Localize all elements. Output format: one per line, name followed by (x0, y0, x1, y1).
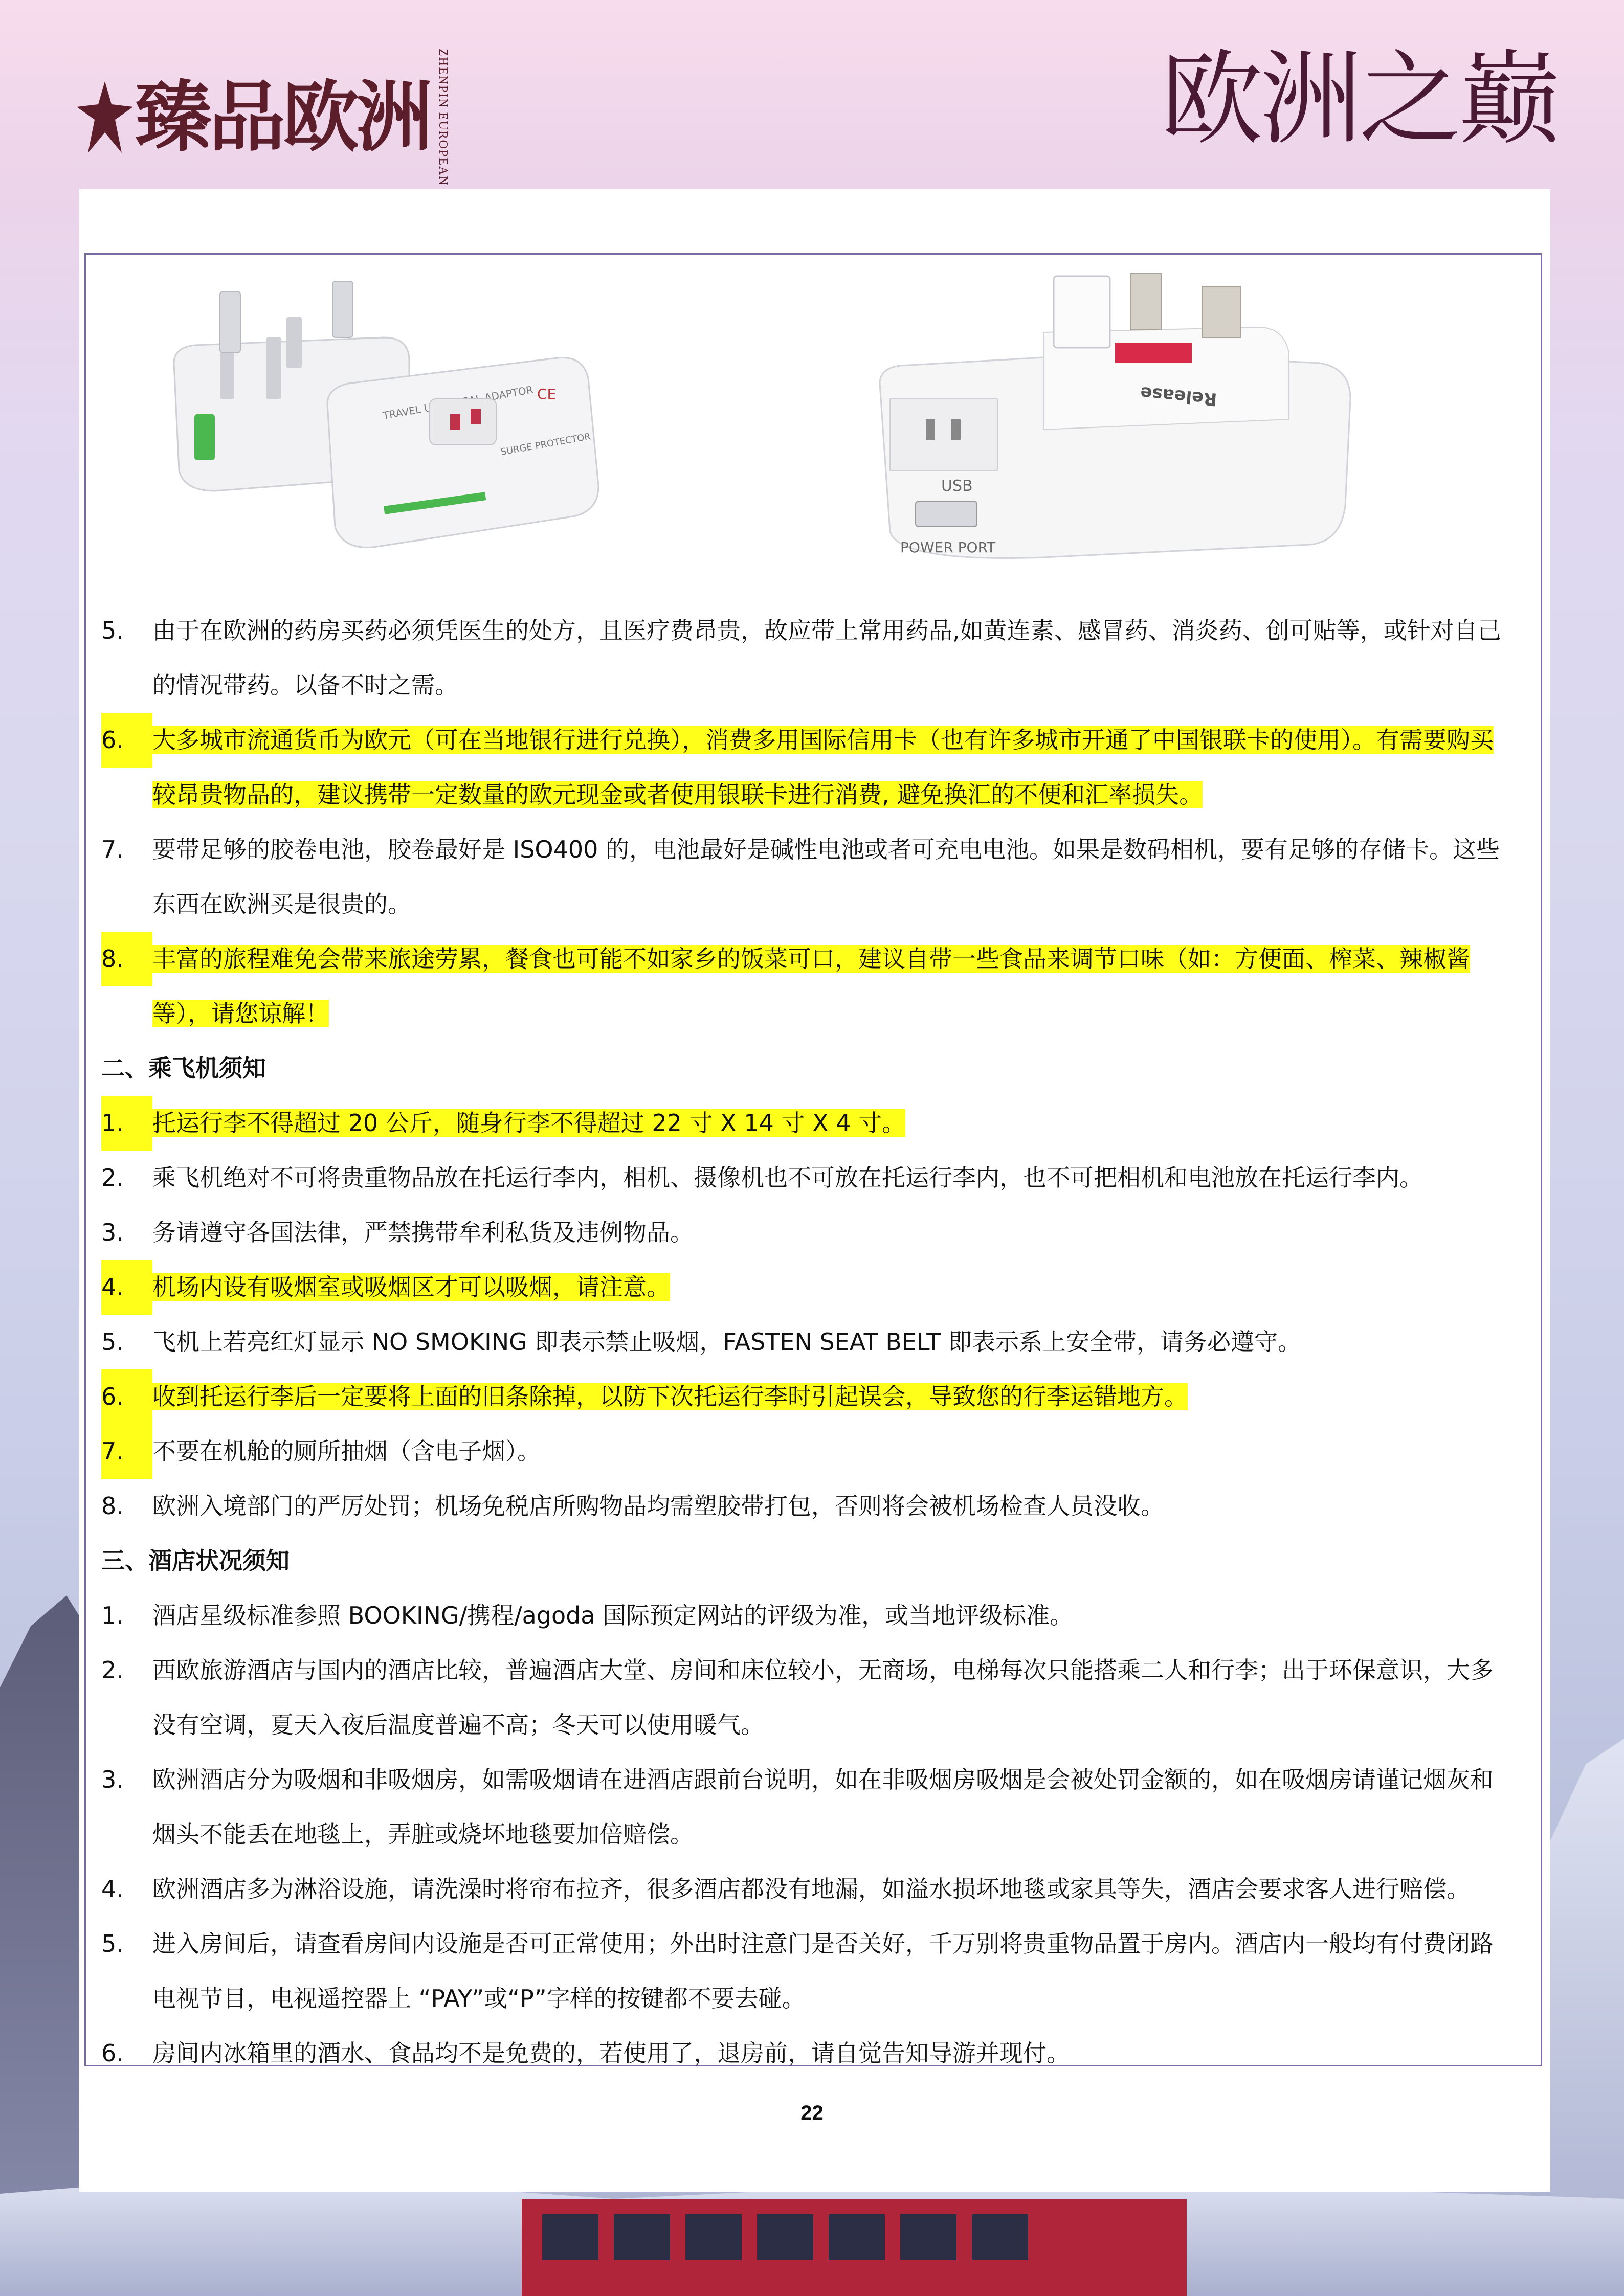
item-text: 欧洲酒店多为淋浴设施，请洗澡时将帘布拉齐，很多酒店都没有地漏，如溢水损坏地毯或家具等失，酒店会要求客人进行赔偿。 (152, 1875, 1470, 1903)
adapter-right-illustration (859, 266, 1361, 573)
list-item: 1. 酒店星级标准参照 BOOKING/携程/agoda 国际预定网站的评级为准，或当地评级标准。 (101, 1602, 1074, 1629)
title-logo: 欧洲之巅 (1160, 40, 1558, 159)
item-text: 西欧旅游酒店与国内的酒店比较，普遍酒店大堂、房间和床位较小，无商场，电梯每次只能搭乘二人和行李；出于环保意识，大多没有空调，夏天入夜后温度普遍不高；冬天可以使用暖气。 (152, 1656, 1494, 1739)
ce-mark: CE (537, 386, 557, 402)
item-text: 务请遵守各国法律，严禁携带牟利私货及违例物品。 (152, 1219, 694, 1246)
list-item: 3. 务请遵守各国法律，严禁携带牟利私货及违例物品。 (101, 1219, 694, 1246)
star-logo-icon (77, 81, 133, 153)
brand-name-cn: 臻品欧洲 (135, 72, 430, 163)
section-heading-flight: 二、乘飞机须知 (101, 1054, 266, 1082)
list-item: 5. 由于在欧洲的药房买药必须凭医生的处方，且医疗费昂贵，故应带上常用药品,如黄连素、感冒药、消炎药、创可贴等，或针对自己的情况带药。以备不时之需。 (101, 617, 1501, 699)
list-flight-notes (101, 1096, 1513, 1534)
section-heading-hotel: 三、酒店状况须知 (101, 1547, 290, 1574)
list-travel-tips (101, 603, 1513, 1041)
list-item: 2. 乘飞机绝对不可将贵重物品放在托运行李内，相机、摄像机也不可放在托运行李内，也不可把相机和电池放在托运行李内。 (101, 1164, 1423, 1191)
list-hotel-notes (101, 1588, 1513, 2081)
list-item: 2. 西欧旅游酒店与国内的酒店比较，普遍酒店大堂、房间和床位较小，无商场，电梯每次只能搭乘二人和行李；出于环保意识，大多没有空调，夏天入夜后温度普遍不高；冬天可以使用暖气。 (101, 1656, 1494, 1739)
adapter-label-travel: TRAVEL ADAPTOR (382, 383, 535, 422)
list-item: 7. 不要在机舱的厕所抽烟（含电子烟）。 (101, 1424, 1513, 1479)
item-text: 收到托运行李后一定要将上面的旧条除掉，以防下次托运行李时引起误会，导致您的行李运错地方。 (152, 1383, 1188, 1410)
adapter-left-illustration (143, 271, 624, 562)
list-item: 8. 欧洲入境部门的严厉处罚；机场免税店所购物品均需塑胶带打包，否则将会被机场检查人员没收。 (101, 1492, 1164, 1520)
adapter-label-surge: SURGE PROTECTOR (500, 431, 592, 458)
item-text: 飞机上若亮红灯显示 NO SMOKING 即表示禁止吸烟，FASTEN SEAT BELT 即表示系上安全带，请务必遵守。 (152, 1328, 1301, 1356)
list-item: 6. 房间内冰箱里的酒水、食品均不是免费的，若使用了，退房前，请自觉告知导游并现付。 (101, 2039, 1070, 2067)
travel-adapter-image-left (143, 271, 624, 562)
list-item: 5. 飞机上若亮红灯显示 NO SMOKING 即表示禁止吸烟，FASTEN SEAT BELT 即表示系上安全带，请务必遵守。 (101, 1328, 1301, 1356)
list-item: 5. 进入房间后，请查看房间内设施是否可正常使用；外出时注意门是否关好，千万别将贵重物品置于房内。酒店内一般均有付费闭路电视节目，电视遥控器上 “PAY”或“P”字样的按键都不要去碰。 (101, 1930, 1494, 2012)
item-text: 机场内设有吸烟室或吸烟区才可以吸烟，请注意。 (152, 1273, 670, 1301)
item-text: 欧洲酒店分为吸烟和非吸烟房，如需吸烟请在进酒店跟前台说明，如在非吸烟房吸烟是会被处罚金额的，如在吸烟房请谨记烟灰和烟头不能丢在地毯上，弄脏或烧坏地毯要加倍赔偿。 (152, 1766, 1494, 1848)
item-text: 托运行李不得超过 20 公斤，随身行李不得超过 22 寸 X 14 寸 X 4 寸。 (152, 1109, 906, 1137)
list-item: 8. 丰富的旅程难免会带来旅途劳累，餐食也可能不如家乡的饭菜可口，建议自带一些食品来调节口味（如：方便面、榨菜、辣椒酱等），请您谅解！ (101, 932, 1513, 1041)
list-item: 7. 要带足够的胶卷电池，胶卷最好是 ISO400 的，电池最好是碱性电池或者可充电电池。如果是数码相机，要有足够的存储卡。这些东西在欧洲买是很贵的。 (101, 836, 1500, 918)
travel-adapter-image-right (859, 266, 1361, 573)
item-text: 大多城市流通货币为欧元（可在当地银行进行兑换），消费多用国际信用卡（也有许多城市开通了中国银联卡的使用）。有需要购买较昂贵物品的，建议携带一定数量的欧元现金或者使用银联卡进行消费, 避免换汇的不便和汇率损失。 (152, 726, 1494, 808)
item-text: 由于在欧洲的药房买药必须凭医生的处方，且医疗费昂贵，故应带上常用药品,如黄连素、感冒药、消炎药、创可贴等，或针对自己的情况带药。以备不时之需。 (152, 617, 1501, 699)
item-text: 房间内冰箱里的酒水、食品均不是免费的，若使用了，退房前，请自觉告知导游并现付。 (152, 2039, 1070, 2067)
list-item: 6. 大多城市流通货币为欧元（可在当地银行进行兑换），消费多用国际信用卡（也有许多城市开通了中国银联卡的使用）。有需要购买较昂贵物品的，建议携带一定数量的欧元现金或者使用银联卡进行消费, 避免换汇的不便和汇率损失。 (101, 713, 1513, 822)
page-number: 22 (800, 2102, 824, 2124)
power-port-label: POWER PORT (900, 539, 996, 556)
train-graphic (522, 2199, 1187, 2296)
list-item: 6. 收到托运行李后一定要将上面的旧条除掉，以防下次托运行李时引起误会，导致您的行李运错地方。 (101, 1369, 1513, 1424)
item-text: 欧洲入境部门的严厉处罚；机场免税店所购物品均需塑胶带打包，否则将会被机场检查人员没收。 (152, 1492, 1164, 1520)
notice-content (101, 603, 1513, 2081)
brand-name-en: ZHENPIN EUROPEAN (436, 49, 450, 186)
item-text: 不要在机舱的厕所抽烟（含电子烟）。 (152, 1437, 541, 1465)
item-text: 进入房间后，请查看房间内设施是否可正常使用；外出时注意门是否关好，千万别将贵重物品置于房内。酒店内一般均有付费闭路电视节目，电视遥控器上 “PAY”或“P”字样的按键都不要去碰。 (152, 1930, 1494, 2012)
release-label: Release (1139, 382, 1218, 410)
item-text: 丰富的旅程难免会带来旅途劳累，餐食也可能不如家乡的饭菜可口，建议自带一些食品来调节口味（如：方便面、榨菜、辣椒酱等），请您谅解！ (152, 945, 1470, 1027)
list-item: 1. 托运行李不得超过 20 公斤，随身行李不得超过 22 寸 X 14 寸 X 4 寸。 (101, 1096, 1513, 1151)
list-item: 3. 欧洲酒店分为吸烟和非吸烟房，如需吸烟请在进酒店跟前台说明，如在非吸烟房吸烟是会被处罚金额的，如在吸烟房请谨记烟灰和烟头不能丢在地毯上，弄脏或烧坏地毯要加倍赔偿。 (101, 1766, 1494, 1848)
usb-label: USB (941, 477, 973, 495)
item-text: 乘飞机绝对不可将贵重物品放在托运行李内，相机、摄像机也不可放在托运行李内，也不可把相机和电池放在托运行李内。 (152, 1164, 1423, 1191)
item-text: 酒店星级标准参照 BOOKING/携程/agoda 国际预定网站的评级为准，或当地评级标准。 (152, 1602, 1074, 1629)
list-item: 4. 欧洲酒店多为淋浴设施，请洗澡时将帘布拉齐，很多酒店都没有地漏，如溢水损坏地毯或家具等失，酒店会要求客人进行赔偿。 (101, 1875, 1470, 1903)
brand-logo (77, 49, 456, 186)
list-item: 4. 机场内设有吸烟室或吸烟区才可以吸烟，请注意。 (101, 1260, 1513, 1315)
item-text: 要带足够的胶卷电池，胶卷最好是 ISO400 的，电池最好是碱性电池或者可充电电池。如果是数码相机，要有足够的存储卡。这些东西在欧洲买是很贵的。 (152, 836, 1500, 918)
